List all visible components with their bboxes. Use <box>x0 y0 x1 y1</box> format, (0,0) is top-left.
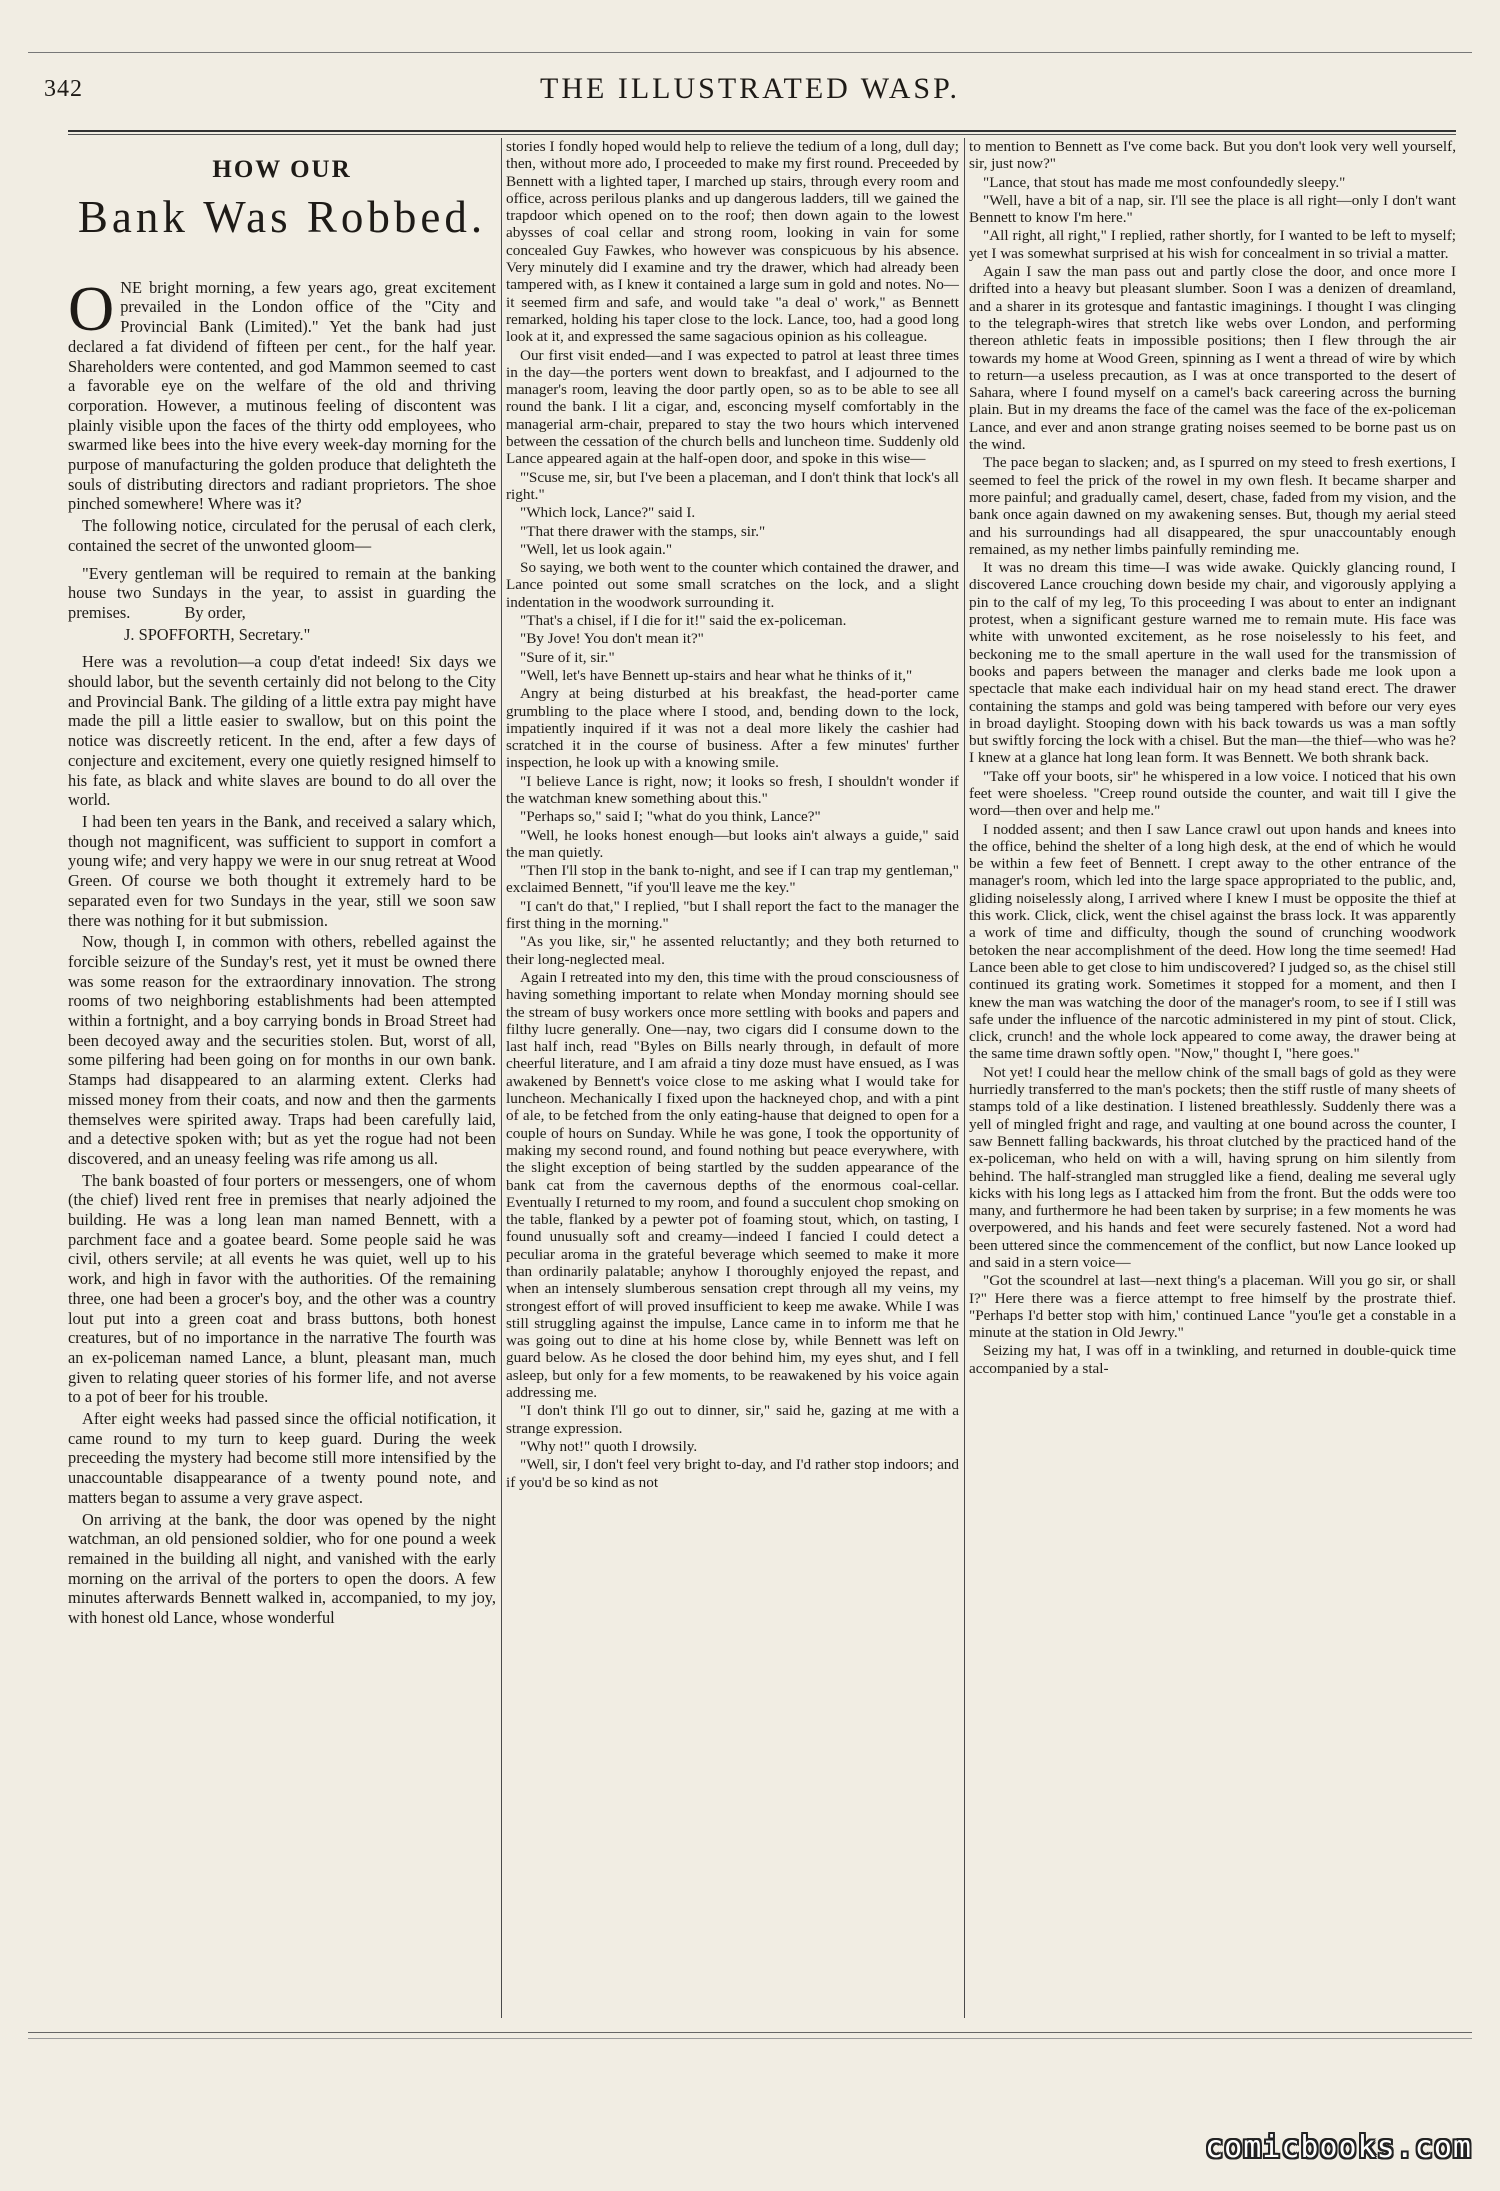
bottom-frame-rule <box>28 2032 1472 2033</box>
notice-signature: J. SPOFFORTH, Secretary." <box>124 624 311 644</box>
paragraph: "All right, all right," I replied, rather shortly, for I wanted to be left to myself; yet I was somewhat surprised at his wish for concealment in so trivial a matter. <box>969 227 1456 262</box>
masthead-title: THE ILLUSTRATED WASP. <box>540 72 960 105</box>
paragraph: "As you like, sir," he assented reluctantly; and they both returned to their long-neglected meal. <box>506 933 959 968</box>
paragraph: It was no dream this time—I was wide awake. Quickly glancing round, I discovered Lance crouching down beside my chair, and vigorously applying a pin to the calf of my leg, To this proceeding I was about to enter an indignant protest, when a significant gesture warned me to remain mute. His face was white with unwonted excitement, as he rose noiselessly to his feet, and beckoning me to the small aperture in the wall used for the transmission of books and papers between the manager and clerks bade me look upon a spectacle that make each individual hair on my head stand erect. The drawer containing the stamps and gold was being tampered with before our very eyes in broad daylight. Stooping down with his back towards us was a man softly but swiftly forcing the lock with a chisel. But the man—the thief—who was he? I knew at a glance hat long lean form. It was Bennett. We both shrank back. <box>969 559 1456 767</box>
notice-order: By order, <box>184 602 246 622</box>
paragraph: Seizing my hat, I was off in a twinkling, and returned in double-quick time accompanied by a stal- <box>969 1342 1456 1377</box>
paragraph: Again I saw the man pass out and partly close the door, and once more I drifted into a heavy but pleasant slumber. Soon I was a denizen of dreamland, and a sharer in its grotesque and fantastic imaginings. I thought I was clinging to the telegraph-wires that stretch like webs over London, and performing thereon athletic feats in impossible positions; then I flew through the air towards my home at Wood Green, spinning as I went a thread of wire by which to return—a useless precaution, as I was at once transported to the desert of Sahara, where I found myself on a camel's back careering across the burning plain. But in my dreams the face of the camel was the face of the ex-policeman Lance, and ever and anon strange grating noises seemed to be borne past us on the wind. <box>969 263 1456 454</box>
article-column-2 <box>506 138 959 2018</box>
paragraph: "By Jove! You don't mean it?" <box>520 630 704 648</box>
paragraph: "'Scuse me, sir, but I've been a placeman, and I don't think that lock's all right." <box>506 468 959 503</box>
paragraph: "Then I'll stop in the bank to-night, and see if I can trap my gentleman," exclaimed Bennett, "if you'll leave me the key." <box>506 862 959 897</box>
paragraph: I had been ten years in the Bank, and received a salary which, though not magnificent, was sufficient to support in comfort a young wife; and very happy we were in our snug retreat at Wood Green. Of course we both thought it extremely hard to be separated even for two Sundays in the year, still we soon saw there was nothing for it but submission. <box>68 811 496 930</box>
column-divider <box>501 138 502 2018</box>
article-title-line-2: Bank Was Robbed. <box>77 191 487 242</box>
article-title-line-1: HOW OUR <box>212 156 352 183</box>
drop-cap: O <box>68 272 115 344</box>
paragraph: "I believe Lance is right, now; it looks so fresh, I shouldn't wonder if the watchman knew something about this." <box>506 772 959 807</box>
paragraph: "Well, he looks honest enough—but looks ain't always a guide," said the man quietly. <box>506 826 959 861</box>
paragraph: Here was a revolution—a coup d'etat indeed! Six days we should labor, but the seventh certainly did not belong to the City and Provincial Bank. The gilding of a little extra pay might have made the pill a little easier to swallow, but on this point the notice was discreetly reticent. In the end, after a few days of conjecture and excitement, every one quietly resigned himself to his fate, as black and white slaves are bound to do all over the world. <box>68 652 496 810</box>
paragraph: Again I retreated into my den, this time with the proud consciousness of having something important to relate when Monday morning should see the stream of busy workers once more settling with books and papers and filthy lucre generally. One—nay, two cigars did I consume down to the last half inch, read "Byles on Bills nearly through, in default of more cheerful literature, and I am afraid a tiny doze must have ensued, as I was awakened by Bennett's voice close to me asking what I would take for luncheon. Mechanically I fixed upon the hackneyed chop, and with a pint of ale, to be fetched from the only eating-hause that deigned to open for a couple of hours on Sunday. While he was gone, I took the opportunity of making my second round, and found nothing but peace everywhere, with the slight exception of being startled by the sudden appearance of the bank cat from the cavernous depths of the enormous coal-cellar. Eventually I returned to my room, and found a succulent chop smoking on the table, flanked by a pewter pot of foaming stout, which, on tasting, I found unusually soft and creamy—indeed I fancied I could detect a peculiar aroma in the grateful beverage which seemed to make it more than ordinarily palatable; anyhow I thoroughly enjoyed the repast, and when an intensely slumberous sensation crept through all my veins, my strongest effort of will proved insufficient to keep me awake. While I was still struggling against the impulse, Lance came in to inform me that he was going out to dine at his home close by, while Bennett was left on guard below. As he closed the door behind him, my eyes shut, and I fell asleep, but only for a few moments, to be reawakened by his voice again addressing me. <box>506 968 959 1402</box>
paragraph: stories I fondly hoped would help to relieve the tedium of a long, dull day; then, without more ado, I proceeded to make my first round. Preceeded by Bennett with a lighted taper, I marched up stairs, through every room and office, across perilous planks and up dangerous ladders, till we gained the trapdoor which opened on to the roof; then down again to the lowest abysses of coal cellar and strong room, looking in vain for some concealed Guy Fawkes, who however was conspicuous by his absence. Very minutely did I examine and try the drawer, which had already been tampered with, as I knew it contained a large sum in gold and notes. No—it seemed firm and safe, and would take "a deal o' work," as Bennett remarked, holding his taper close to the lock. Lance, too, had a good long look at it, and expressed the same sagacious opinion as his colleague. <box>506 138 959 346</box>
paragraph: "Got the scoundrel at last—next thing's a placeman. Will you go sir, or shall I?" Here there was a fierce attempt to free himself by the prostrate thief. "Perhaps I'd better stop with him,' continued Lance "you'le get a constable in a minute at the station in Old Jewry." <box>969 1272 1456 1342</box>
paragraph: Angry at being disturbed at his breakfast, the head-porter came grumbling to the place where I stood, and, bending down to the lock, impatiently inquired if it was not a deal more likely the cashier had scratched it in the course of business. After a few minutes' further inspection, he look up with a knowing smile. <box>506 685 959 772</box>
paragraph: The bank boasted of four porters or messengers, one of whom (the chief) lived rent free in premises that nearly adjoined the building. He was a long lean man named Bennett, with a parchment face and a goatee beard. Some people said he was civil, others servile; at all events he was quiet, well up to his work, and high in favor with the authorities. Of the remaining three, one had been a grocer's boy, and the other was a country lout put into a green coat and brass buttons, both honest creatures, but of no importance in the narrative The fourth was an ex-policeman named Lance, a blunt, pleasant man, much given to relating queer stories of his former life, and not averse to a pot of beer for his trouble. <box>68 1170 496 1407</box>
paragraph: "I can't do that," I replied, "but I shall report the fact to the manager the first thing in the morning." <box>506 897 959 933</box>
paragraph: "Well, let's have Bennett up-stairs and hear what he thinks of it," <box>520 666 913 684</box>
paragraph: The pace began to slacken; and, as I spurred on my steed to fresh exertions, I seemed to feel the prick of the rowel in my own flesh. It became sharper and more painful; and gradually camel, desert, chase, faded from my vision, and the bank once again dawned on my awakening senses. But, though my aerial steed and his surroundings had all disappeared, the spur unaccountably enough remained, as my nether limbs painfully reminding me. <box>969 454 1456 558</box>
paragraph: "Why not!" quoth I drowsily. <box>520 1437 698 1455</box>
bottom-frame-rule-thin <box>28 2038 1472 2039</box>
page-header <box>40 70 1460 116</box>
paragraph: "Well, let us look again." <box>520 540 673 558</box>
paragraph-text: NE bright morning, a few years ago, great excitement prevailed in the London office of the "City and Provincial Bank (Limited)." Yet the bank had just declared a fat dividend of fifteen per cent., for the half year. Shareholders were contented, and god Mammon seemed to cast a favorable eye on the welfare of the old and thriving corporation. However, a mutinous feeling of discontent was plainly visible upon the faces of the thirty odd employees, who swarmed like bees into the hive every week-day morning for the purpose of manufacturing the golden produce that delighteth the souls of distributing directors and radiant proprietors. The shoe pinched somewhere! Where was it? <box>68 277 496 514</box>
paragraph: Not yet! I could hear the mellow chink of the small bags of gold as they were hurriedly transferred to the man's pockets; then the stiff rustle of many sheets of stamps told of a like destination. I listened breathlessly. Suddenly there was a yell of mingled fright and rage, and vaulting at one bound across the counter, I saw Bennett falling backwards, his throat clutched by the practiced hand of the ex-policeman, who held on with a will, having sprung on him silently from behind. The half-strangled man struggled like a fiend, dealing me several ugly kicks with his long legs as I attacked him from the front. But the odds were too many, and furthermore he had been taken by surprise; in a few moments he was overpowered, and his hands and feet were securely fastened. Not a word had been uttered since the commencement of the conflict, but now Lance looked up and said in a stern voice— <box>969 1063 1456 1271</box>
paragraph: "Sure of it, sir." <box>520 648 615 666</box>
notice-block <box>68 564 496 645</box>
article-columns <box>68 138 1456 2018</box>
paragraph: On arriving at the bank, the door was opened by the night watchman, an old pensioned soldier, who for one pound a week remained in the building all night, and vanished with the early morning on the arrival of the porters to open the doors. A few minutes afterwards Bennett walked in, accompanied, to my joy, with honest old Lance, whose wonderful <box>68 1509 496 1628</box>
watermark-logo: comicbooks.com <box>1205 2130 1472 2165</box>
paragraph: After eight weeks had passed since the official notification, it came round to my turn to keep guard. During the week preceeding the mystery had become still more intensified by the unaccountable disappearance of a twenty pound note, and matters began to assume a very grave aspect. <box>68 1409 496 1507</box>
paragraph: "Lance, that stout has made me most confoundedly sleepy." <box>983 173 1346 191</box>
paragraph: The following notice, circulated for the perusal of each clerk, contained the secret of the unwonted gloom— <box>68 516 496 555</box>
paragraph: "Well, sir, I don't feel very bright to-day, and I'd rather stop indoors; and if you'd be so kind as not <box>506 1456 959 1491</box>
paragraph: "That's a chisel, if I die for it!" said the ex-policeman. <box>520 612 847 630</box>
top-frame-rule <box>28 52 1472 53</box>
paragraph: I nodded assent; and then I saw Lance crawl out upon hands and knees into the office, behind the shelter of a long high desk, at the end of which he would be within a few feet of Bennett. I crept away to the other entrance of the manager's room, which led into the large space appropriated to the public, and, gliding noiselessly along, I arrived where I knew I must be opposite the thief at this work. Click, click, went the chisel against the brass lock. It was apparently a work of time and difficulty, though the sound of crunching woodwork betoken the near accomplishment of the deed. How long the time seemed! Had Lance been able to get close to him undiscovered? I judged so, as the chisel still continued its grating work. Sometimes it stopped for a moment, and then I knew the man was watching the door of the manager's room, to see if I still was safe under the influence of the narcotic administered in my pint of stout. Click, click, crunch! and the whole lock appeared to come away, the drawer being at the same time drawn softly open. "Now," thought I, "here goes." <box>969 820 1456 1063</box>
article-column-3 <box>969 138 1456 2018</box>
header-rule <box>68 130 1456 132</box>
opening-paragraph <box>68 272 496 514</box>
paragraph: Our first visit ended—and I was expected to patrol at least three times in the day—the porters went down to breakfast, and I adjourned to the manager's room, leaving the door partly open, so as to be able to see all round the bank. I lit a cigar, and, esconcing myself comfortably in the managerial arm-chair, prepared to stay the two hours which intervened between the cessation of the church bells and luncheon time. Suddenly old Lance appeared again at the half-open door, and spoke in this wise— <box>506 346 959 468</box>
paragraph: "Take off your boots, sir" he whispered in a low voice. I noticed that his own feet were shoeless. "Creep round outside the counter, and wait till I give the word—then over and help me." <box>969 767 1456 820</box>
paragraph: "Perhaps so," said I; "what do you think, Lance?" <box>520 808 821 826</box>
paragraph: "Which lock, Lance?" said I. <box>520 504 696 522</box>
paragraph: "I don't think I'll go out to dinner, sir," said he, gazing at me with a strange expression. <box>506 1402 959 1437</box>
notice-text: "Every gentleman will be required to remain at the banking house two Sundays in the year, to assist in guarding the premises. By order, <box>68 563 496 622</box>
column-divider <box>964 138 965 2018</box>
article-column-1 <box>68 138 496 2018</box>
page-number: 342 <box>44 76 83 102</box>
paragraph: Now, though I, in common with others, rebelled against the forcible seizure of the Sunday's rest, yet it must be owned there was some reason for the extraordinary innovation. The strong rooms of two neighboring establishments had been attempted within a fortnight, and a boy carrying bonds in Broad Street had been decoyed away and the securities stolen. But, worst of all, some pilfering had been going on for months in our own bank. Stamps had disappeared to an alarming extent. Clerks had missed money from their coats, and now and then the garments themselves were spirited away. Traps had been carefully laid, and a detective spoken with; but as yet the rogue had not been discovered, and an uneasy feeling was rife among us all. <box>68 932 496 1168</box>
paragraph: "That there drawer with the stamps, sir." <box>520 522 766 540</box>
paragraph: "Well, have a bit of a nap, sir. I'll see the place is all right—only I don't want Bennett to know I'm here." <box>969 191 1456 227</box>
paragraph: to mention to Bennett as I've come back. But you don't look very well yourself, sir, just now?" <box>969 138 1456 173</box>
paragraph: So saying, we both went to the counter which contained the drawer, and Lance pointed out some small scratches on the lock, and a slight indentation in the woodwork surrounding it. <box>506 559 959 611</box>
header-rule-thin <box>68 134 1456 135</box>
